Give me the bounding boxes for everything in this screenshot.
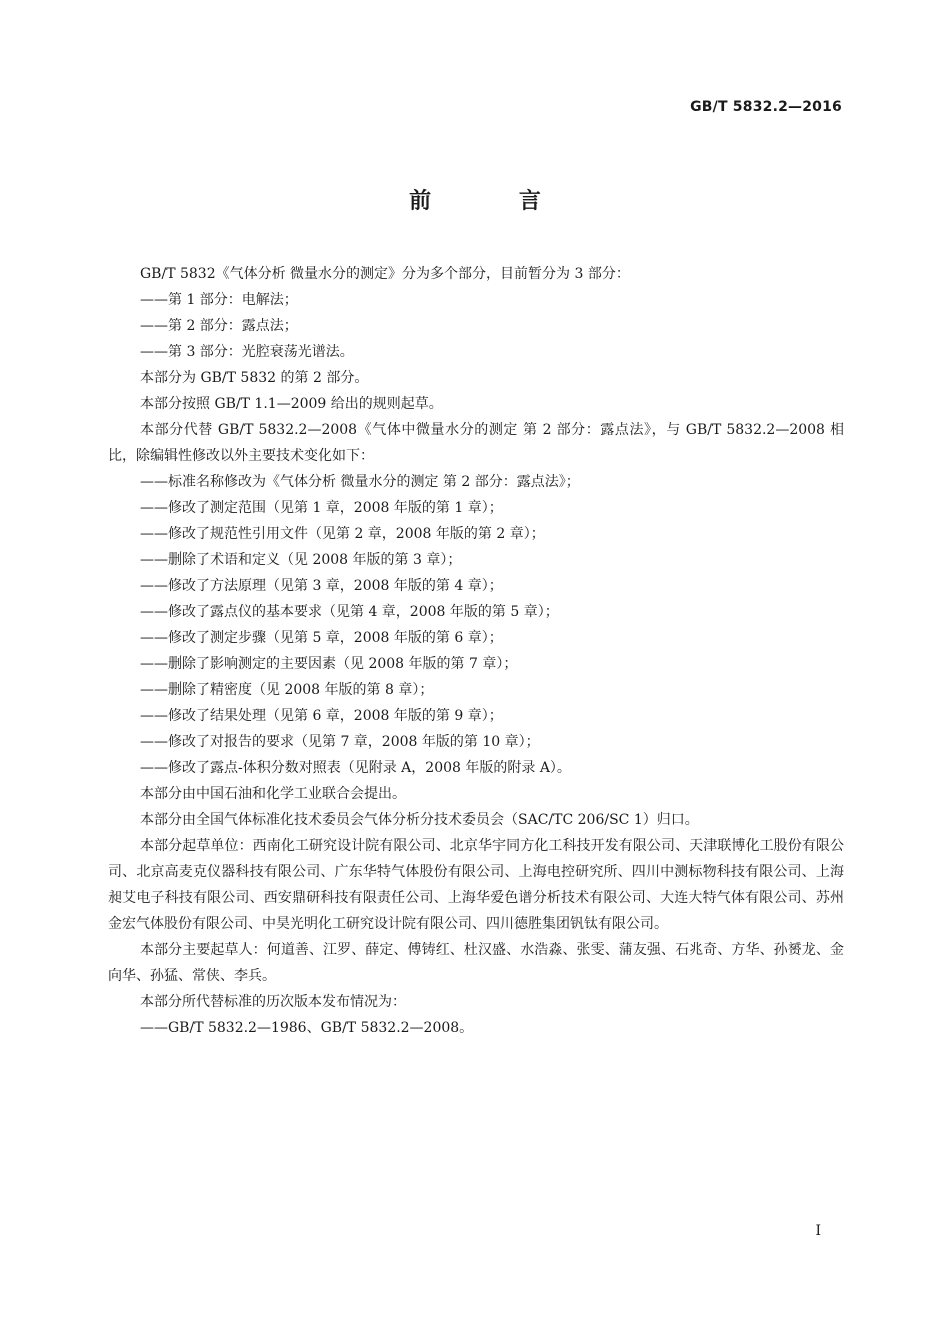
change-item-8: ——删除了影响测定的主要因素（见 2008 年版的第 7 章）；	[140, 656, 518, 672]
change-item-11: ——修改了对报告的要求（见第 7 章，2008 年版的第 10 章）；	[140, 734, 540, 750]
change-item-7: ——修改了测定步骤（见第 5 章，2008 年版的第 6 章）；	[140, 630, 503, 646]
change-item-12: ——修改了露点-体积分数对照表（见附录 A，2008 年版的附录 A）。	[140, 760, 571, 776]
change-item-6: ——修改了露点仪的基本要求（见第 4 章，2008 年版的第 5 章）；	[140, 604, 559, 620]
drafting-rules: 本部分按照 GB/T 1.1—2009 给出的规则起草。	[140, 396, 443, 412]
page-title: 前 言	[409, 189, 581, 214]
drafting-units-paragraph: 本部分起草单位：西南化工研究设计院有限公司、北京华宇同方化工科技开发有限公司、天津联博化工股份有限公司、北京高麦克仪器科技有限公司、广东华特气体股份有限公司、上海电控研究所、四川中测标物科技有限公司、上海昶艾电子科技有限公司、西安鼎研科技有限责任公司、上海华爱色谱分析技术有限公司、大连大特气体有限公司、苏州金宏气体股份有限公司、中昊光明化工研究设计院有限公司、四川德胜集团钒钛有限公司。	[108, 838, 844, 932]
change-item-2: ——修改了测定范围（见第 1 章，2008 年版的第 1 章）；	[140, 500, 503, 516]
history-item: ——GB/T 5832.2—1986、GB/T 5832.2—2008。	[140, 1020, 474, 1036]
change-item-1: ——标准名称修改为《气体分析 微量水分的测定 第 2 部分：露点法》；	[140, 474, 580, 490]
intro-paragraph: GB/T 5832《气体分析 微量水分的测定》分为多个部分，目前暂分为 3 部分：	[140, 266, 630, 282]
foreword-body	[108, 261, 844, 1041]
part-item-1: ——第 1 部分：电解法；	[140, 292, 298, 308]
committee-paragraph: 本部分由全国气体标准化技术委员会气体分析分技术委员会（SAC/TC 206/SC 1）归口。	[140, 812, 699, 828]
change-item-5: ——修改了方法原理（见第 3 章，2008 年版的第 4 章）；	[140, 578, 503, 594]
page-number: I	[815, 1223, 821, 1239]
change-item-4: ——删除了术语和定义（见 2008 年版的第 3 章）；	[140, 552, 462, 568]
part-item-2: ——第 2 部分：露点法；	[140, 318, 298, 334]
history-intro: 本部分所代替标准的历次版本发布情况为：	[140, 994, 406, 1010]
part-statement: 本部分为 GB/T 5832 的第 2 部分。	[140, 370, 369, 386]
change-item-3: ——修改了规范性引用文件（见第 2 章，2008 年版的第 2 章）；	[140, 526, 545, 542]
part-item-3: ——第 3 部分：光腔衰荡光谱法。	[140, 344, 354, 360]
document-number: GB/T 5832.2—2016	[690, 99, 842, 115]
change-item-10: ——修改了结果处理（见第 6 章，2008 年版的第 9 章）；	[140, 708, 503, 724]
drafters-paragraph: 本部分主要起草人：何道善、江罗、薛定、傅铸红、杜汉盛、水浩淼、张雯、蒲友强、石兆奇、方华、孙赟龙、金向华、孙猛、常侠、李兵。	[108, 942, 844, 984]
change-item-9: ——删除了精密度（见 2008 年版的第 8 章）；	[140, 682, 434, 698]
proposer-paragraph: 本部分由中国石油和化学工业联合会提出。	[140, 786, 406, 802]
replacement-paragraph: 本部分代替 GB/T 5832.2—2008《气体中微量水分的测定 第 2 部分：露点法》，与 GB/T 5832.2—2008 相比，除编辑性修改以外主要技术变化如下：	[108, 422, 844, 464]
